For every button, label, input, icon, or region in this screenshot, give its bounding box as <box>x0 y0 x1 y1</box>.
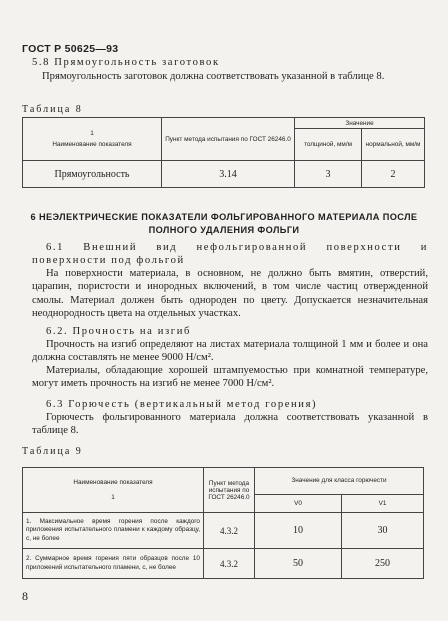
section-5-8-title: 5.8 Прямоугольность заготовок <box>32 57 220 68</box>
table-8-cell-item: 3.14 <box>162 161 295 188</box>
section-6-3-text: Горючесть фольгированного материала должна соответствовать указанной в таблице 8. <box>32 412 428 436</box>
section-6-2-text-2: Материалы, обладающие хорошей штампуемостью при комнатной температуре, могут иметь прочность на изгиб не менее 7000 Н/см². <box>32 365 428 389</box>
table-row <box>23 161 425 188</box>
table-9-row-1-v1: 30 <box>342 513 424 549</box>
table-9-header-name-label: Наименование показателя <box>73 479 153 486</box>
table-9-caption: Таблица 9 <box>22 446 83 457</box>
section-6-1-text: На поверхности материала, в основном, не должно быть вмятин, отверстий, царапин, пористости и инородных включений, в том числе частиц отвержденной смолы. Материал должен быть однороден по цвету. Допускается незначительная неоднородность цвета на отдельных участках. <box>32 268 428 319</box>
table-8-caption: Таблица 8 <box>22 104 83 115</box>
table-8-header-name-label: Наименование показателя <box>52 141 132 148</box>
table-8 <box>22 117 425 188</box>
table-9-header-value: Значение для класса горючести <box>255 468 424 495</box>
section-6-2-text-1: Прочность на изгиб определяют на листах материала толщиной 1 мм и более и она должна составлять не менее 9000 Н/см². <box>32 339 428 363</box>
table-8-header-name <box>23 118 162 161</box>
table-8-header-v2: нормальной, мм/м <box>362 129 425 161</box>
section-5-8-text: Прямоугольность заготовок должна соответствовать указанной в таблице 8. <box>42 71 385 82</box>
table-9-row-2-v0: 50 <box>255 549 342 579</box>
table-9-row-2-item: 4.3.2 <box>204 549 255 579</box>
table-9-header-item: Пункт метода испытания по ГОСТ 26246.0 <box>204 468 255 513</box>
table-row <box>23 513 424 549</box>
table-9-header-name <box>23 468 204 513</box>
table-9-header-v1: V1 <box>342 494 424 512</box>
table-8-cell-v2: 2 <box>362 161 425 188</box>
section-6-1-title: 6.1 Внешний вид нефольгированной поверхности и поверхности под фольгой <box>32 242 428 266</box>
table-9-header-v0: V0 <box>255 494 342 512</box>
page-header: ГОСТ Р 50625—93 <box>22 43 119 55</box>
table-9-row-1-name: 1. Максимальное время горения после каждого приложения испытательного пламени к каждому образцу, с, не более <box>23 513 204 549</box>
table-8-header-item: Пункт метода испытания по ГОСТ 26246.0 <box>162 118 295 161</box>
table-9 <box>22 467 424 579</box>
table-9-header-num: 1 <box>111 494 115 501</box>
section-6-3-title: 6.3 Горючесть (вертикальный метод горения) <box>46 399 318 410</box>
table-9-row-1-item: 4.3.2 <box>204 513 255 549</box>
table-9-row-1-v0: 10 <box>255 513 342 549</box>
table-8-header-v1: толщиной, мм/м <box>295 129 362 161</box>
table-8-cell-v1: 3 <box>295 161 362 188</box>
table-9-row-2-name: 2. Суммарное время горения пяти образцов после 10 приложений испытательного пламени, с, не более <box>23 549 204 579</box>
section-6-title: 6 НЕЭЛЕКТРИЧЕСКИЕ ПОКАЗАТЕЛИ ФОЛЬГИРОВАННОГО МАТЕРИАЛА ПОСЛЕ ПОЛНОГО УДАЛЕНИЯ ФОЛЬГИ <box>30 212 418 235</box>
table-9-row-2-v1: 250 <box>342 549 424 579</box>
table-row <box>23 549 424 579</box>
table-8-header-value: Значение <box>295 118 425 129</box>
table-8-cell-name: Прямоугольность <box>23 161 162 188</box>
section-6-2-title: 6.2. Прочность на изгиб <box>46 326 191 337</box>
page-number: 8 <box>22 589 28 603</box>
table-8-header-num: 1 <box>90 130 94 137</box>
